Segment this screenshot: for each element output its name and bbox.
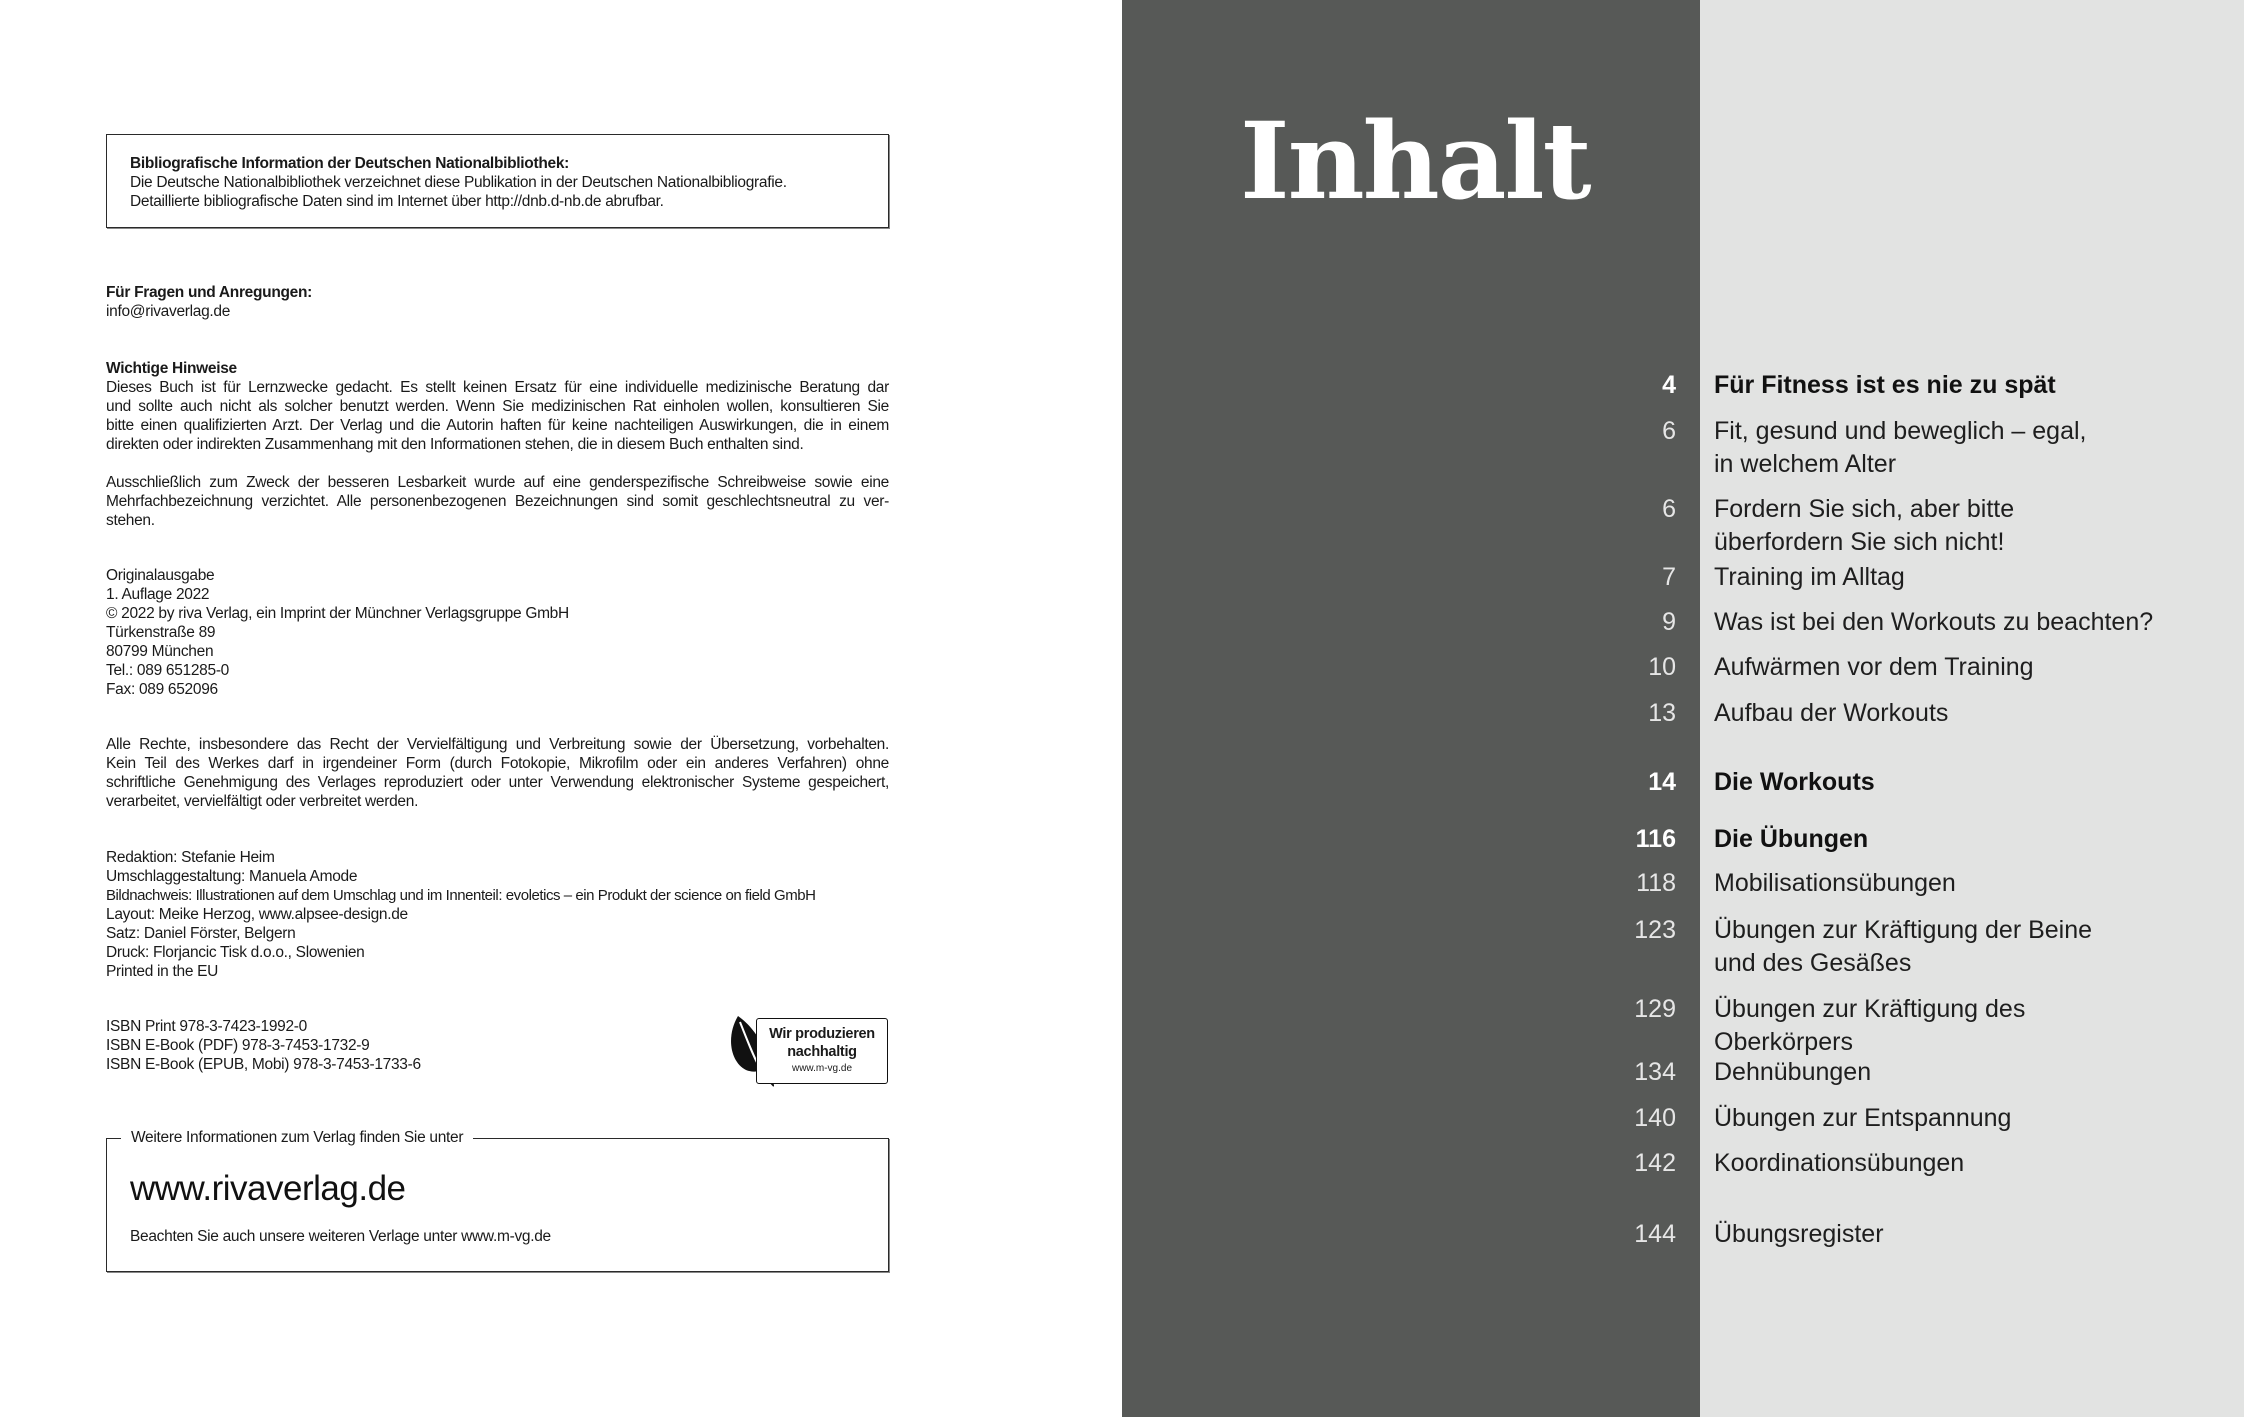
toc-item-title: Übungen zur Kräftigung des Oberkörpers [1714,995,2026,1056]
toc-heading: Inhalt [1240,98,1590,223]
toc-item-title: Aufwärmen vor dem Training [1714,653,2034,681]
bibliographic-heading: Bibliografische Information der Deutschen Nationalbibliothek: [130,155,569,172]
important-notes-block [106,359,889,530]
toc-item-title: Fordern Sie sich, aber bitte überfordern Sie sich nicht! [1714,495,2015,556]
bibliographic-info-box [106,134,889,228]
credit-line: Printed in the EU [106,963,219,980]
publisher-line: 80799 München [106,643,214,660]
toc-item-title: Für Fitness ist es nie zu spät [1714,371,2056,399]
isbn-line: ISBN E-Book (PDF) 978-3-7453-1732-9 [106,1037,370,1054]
toc-page-number: 6 [1662,417,1676,445]
website-url[interactable]: www.rivaverlag.de [130,1169,406,1208]
isbn-block [106,1017,421,1074]
toc-page-number: 142 [1634,1149,1676,1177]
website-note: Beachten Sie auch unsere weiteren Verlage unter www.m-vg.de [130,1228,551,1245]
publisher-line: Türkenstraße 89 [106,624,216,641]
toc-item-title: Übungen zur Entspannung [1714,1104,2012,1132]
toc-page-number: 134 [1634,1058,1676,1086]
sustainability-badge [730,1012,890,1088]
publisher-block [106,566,569,699]
toc-item-title: Dehnübungen [1714,1058,1872,1086]
toc-item-title: Fit, gesund und beweglich – egal, in welchem Alter [1714,417,2087,478]
toc-item-title: Training im Alltag [1714,563,1905,591]
toc-item-title: Mobilisationsübungen [1714,869,1956,897]
toc-item-title: Übungsregister [1714,1220,1884,1248]
notes-line: Mehrfachbezeichnung verzichtet. Alle personenbezogenen Bezeichnungen sind somit geschlechtsneutral zu ver- [106,493,889,510]
credits-block [106,848,816,981]
credit-line: Druck: Florjancic Tisk d.o.o., Slowenien [106,944,365,961]
toc-page-number: 144 [1634,1220,1676,1248]
credit-line: Satz: Daniel Förster, Belgern [106,925,296,942]
badge-frame [756,1018,888,1084]
isbn-line: ISBN E-Book (EPUB, Mobi) 978-3-7453-1733-6 [106,1056,421,1073]
notes-line: und sollte auch nicht als solcher benutzt werden. Wenn Sie medizinischen Rat einholen wollen, konsultieren Sie [106,398,889,415]
publisher-line: 1. Auflage 2022 [106,586,210,603]
contact-heading: Für Fragen und Anregungen: [106,284,313,301]
notes-line: bitte einen qualifizierten Arzt. Der Verlag und die Autorin haften für keine nachteiligen Auswirkungen, die in einem [106,417,889,434]
badge-url: www.m-vg.de [791,1063,852,1074]
rights-line: verarbeitet, vervielfältigt oder verbreitet werden. [106,793,419,810]
credit-line: Redaktion: Stefanie Heim [106,849,275,866]
notes-line: Dieses Buch ist für Lernzwecke gedacht. Es stellt keinen Ersatz für eine individuelle medizinische Beratung dar [106,379,889,396]
notes-line: stehen. [106,512,155,529]
credit-line: Bildnachweis: Illustrationen auf dem Umschlag und im Innenteil: evoletics – ein Produkt der science on field GmbH [106,887,816,904]
bibliographic-line: Die Deutsche Nationalbibliothek verzeichnet diese Publikation in der Deutschen Nationalbibliografie. [130,174,787,191]
toc-page-number: 7 [1662,563,1676,591]
website-box-legend: Weitere Informationen zum Verlag finden Sie unter [121,1128,473,1147]
toc-page-number: 116 [1635,825,1676,853]
toc-item-title: Aufbau der Workouts [1714,699,1949,727]
contact-block [106,283,312,321]
rights-block [106,735,889,811]
rights-line: Alle Rechte, insbesondere das Recht der Vervielfältigung und Verbreitung sowie der Übersetzung, vorbehalten. [106,736,889,753]
credit-line: Layout: Meike Herzog, www.alpsee-design.de [106,906,408,923]
publisher-line: Fax: 089 652096 [106,681,218,698]
spacer [106,454,889,473]
publisher-website-box [106,1129,889,1272]
publisher-line: Tel.: 089 651285-0 [106,662,230,679]
toc-page-number: 123 [1634,916,1676,944]
toc-page-number: 118 [1636,869,1676,897]
badge-line-2: nachhaltig [787,1044,857,1060]
toc-page-number: 129 [1634,995,1676,1023]
rights-line: Kein Teil des Werkes darf in irgendeiner Form (durch Fotokopie, Mikrofilm oder ein anderes Verfahren) ohne [106,755,889,772]
toc-page-number: 9 [1662,608,1676,636]
toc-page-number: 6 [1662,495,1676,523]
isbn-line: ISBN Print 978-3-7423-1992-0 [106,1018,307,1035]
publisher-line: © 2022 by riva Verlag, ein Imprint der Münchner Verlagsgruppe GmbH [106,605,569,622]
toc-item-title: Die Workouts [1714,768,1875,796]
credit-line: Umschlaggestaltung: Manuela Amode [106,868,358,885]
toc-page-number: 13 [1648,699,1676,727]
toc-item-title: Die Übungen [1714,825,1869,853]
publisher-line: Originalausgabe [106,567,215,584]
toc-page-number: 14 [1648,768,1676,796]
badge-line-1: Wir produzieren [769,1026,875,1042]
toc-page-number: 140 [1634,1104,1676,1132]
notes-line: direkten oder indirekten Zusammenhang mit den Informationen stehen, die in diesem Buch enthalten sind. [106,436,804,453]
rights-line: schriftliche Genehmigung des Verlages reproduziert oder unter Verwendung elektronischer Systeme gespeichert, [106,774,889,791]
notes-line: Ausschließlich zum Zweck der besseren Lesbarkeit wurde auf eine genderspezifische Schreibweise sowie eine [106,474,889,491]
toc-item-title: Koordinationsübungen [1714,1149,1965,1177]
toc-page-number: 10 [1648,653,1676,681]
toc-page-number: 4 [1662,371,1676,399]
toc-item-title: Übungen zur Kräftigung der Beine und des Gesäßes [1714,916,2093,977]
toc-item-title: Was ist bei den Workouts zu beachten? [1714,608,2154,636]
contact-email[interactable]: info@rivaverlag.de [106,303,231,320]
badge-title [757,1025,887,1061]
bibliographic-line: Detaillierte bibliografische Daten sind im Internet über http://dnb.d-nb.de abrufbar. [130,193,664,210]
notes-heading: Wichtige Hinweise [106,360,237,377]
